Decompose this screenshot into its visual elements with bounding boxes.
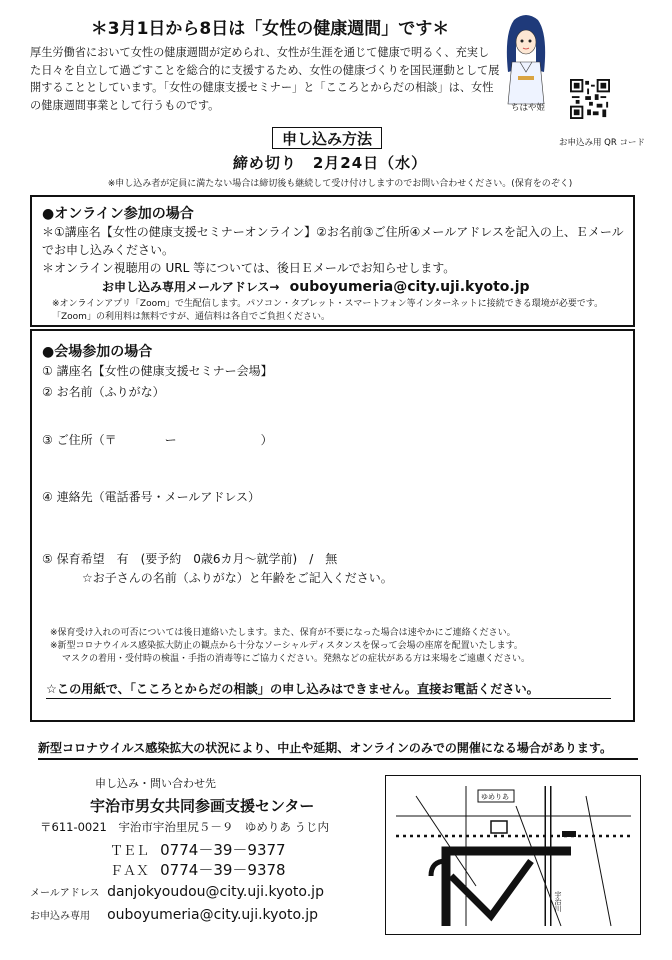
venue-item-address[interactable]: ③ ご住所（〒 ー ） xyxy=(42,433,273,447)
mascot-caption: ちはや姫 xyxy=(510,103,545,113)
contact-apply-row xyxy=(30,904,318,923)
contact-fax-row xyxy=(110,859,286,880)
map-label-yumeria: ゆめりあ xyxy=(481,793,509,801)
qr-code[interactable] xyxy=(570,79,610,119)
map-drawing xyxy=(386,776,639,933)
contact-org: 宇治市男女共同参画支援センター xyxy=(90,797,315,815)
yumeria-building xyxy=(491,821,507,833)
venue-footer-note: ☆この用紙で、「こころとからだの相談」の申し込みはできません。直接お電話ください。 xyxy=(46,682,539,696)
contact-address: 〒611-0021 宇治市宇治里尻５－９ ゆめりあ うじ内 xyxy=(40,820,330,834)
contact-tel-row xyxy=(110,839,286,860)
venue-section xyxy=(30,329,635,722)
venue-note-1: ※保育受け入れの可否については後日連絡いたします。また、保育が不要になった場合は速やかにご連絡ください。 xyxy=(50,628,516,638)
venue-item-childcare[interactable]: ⑤ 保育希望 有 (要予約 0歳6カ月～就学前) / 無 xyxy=(42,552,338,566)
contact-fax: 0774－39－9378 xyxy=(160,861,286,879)
page-title: ＊3月1日から8日は「女性の健康週間」です＊ xyxy=(90,19,450,39)
venue-note-3: マスクの着用・受付時の検温・手指の消毒等にご協力ください。発熱などの症状がある方は来場をご遠慮ください。 xyxy=(62,654,531,664)
venue-item-childcare-note: ☆お子さんの名前（ふりがな）と年齢をご記入ください。 xyxy=(82,571,393,585)
venue-footer-underline xyxy=(46,698,611,699)
deadline: 締め切り 2月24日（水） xyxy=(232,154,428,172)
contact-mail-label: メールアドレス xyxy=(30,888,100,899)
cancellation-warning: 新型コロナウイルス感染拡大の状況により、中止や延期、オンラインのみでの開催になる場合があります。 xyxy=(38,739,638,760)
apply-method-title: 申し込み方法 xyxy=(272,127,382,149)
qr-caption: お申込み用 QR コード xyxy=(558,138,645,148)
access-map xyxy=(385,775,641,935)
online-line2: ＊オンライン視聴用の URL 等については、後日Ｅメールでお知らせします。 xyxy=(42,261,456,275)
map-label-river: 宇治川 xyxy=(554,891,562,912)
contact-mail[interactable]: danjokyoudou@city.uji.kyoto.jp xyxy=(107,884,324,900)
contact-apply-mail[interactable]: ouboyumeria@city.uji.kyoto.jp xyxy=(107,907,319,923)
online-email-row xyxy=(102,278,530,295)
contact-tel-label: ＴＥＬ xyxy=(110,844,150,859)
venue-item-contact[interactable]: ④ 連絡先（電話番号・メールアドレス） xyxy=(42,490,260,504)
contact-apply-label: お申込み専用 xyxy=(30,911,90,922)
online-line1: ＊①講座名【女性の健康支援セミナーオンライン】②お名前③ご住所④メールアドレスを記入の上、Ｅメールでお申し込みください。 xyxy=(42,225,624,257)
mascot-illustration xyxy=(496,12,556,112)
venue-heading: ●会場参加の場合 xyxy=(42,344,153,360)
online-heading: ●オンライン参加の場合 xyxy=(42,206,194,222)
venue-note-2: ※新型コロナウイルス感染拡大防止の観点から十分なソーシャルディスタンスを保って会場の座席を配置いたします。 xyxy=(50,641,523,651)
contact-mail-row xyxy=(30,881,324,900)
online-email-label: お申し込み専用メールアドレス→ xyxy=(102,280,280,294)
zoom-note: ※オンラインアプリ「Zoom」で生配信します。パソコン・タブレット・スマートフォン等インターネットに接続できる環境が必要です。「Zoom」の利用料は無料ですが、通信料は各自でご負担ください。 xyxy=(52,299,604,322)
deadline-note: ※申し込み者が定員に満たない場合は締切後も継続して受け付けしますのでお問い合わせください。(保育をのぞく) xyxy=(107,179,573,189)
contact-tel[interactable]: 0774－39－9377 xyxy=(160,841,286,859)
online-email-link[interactable]: ouboyumeria@city.uji.kyoto.jp xyxy=(289,279,530,295)
intro-text: 厚生労働省において女性の健康週間が定められ、女性が生涯を通じて健康で明るく、充実した日々を自立して過ごすことを総合的に支援するため、女性の健康づくりを国民運動として展開することとしています。「女性の健康支援セミナー」と「こころとからだの相談」は、女性の健康週間事業として行うものです。 xyxy=(30,46,500,112)
online-section xyxy=(30,195,635,327)
contact-fax-label: ＦＡＸ xyxy=(110,864,150,879)
venue-item-name[interactable]: ② お名前（ふりがな） xyxy=(42,385,165,399)
venue-item-course: ① 講座名【女性の健康支援セミナー会場】 xyxy=(42,364,273,378)
contact-label: 申し込み・問い合わせ先 xyxy=(95,777,216,790)
